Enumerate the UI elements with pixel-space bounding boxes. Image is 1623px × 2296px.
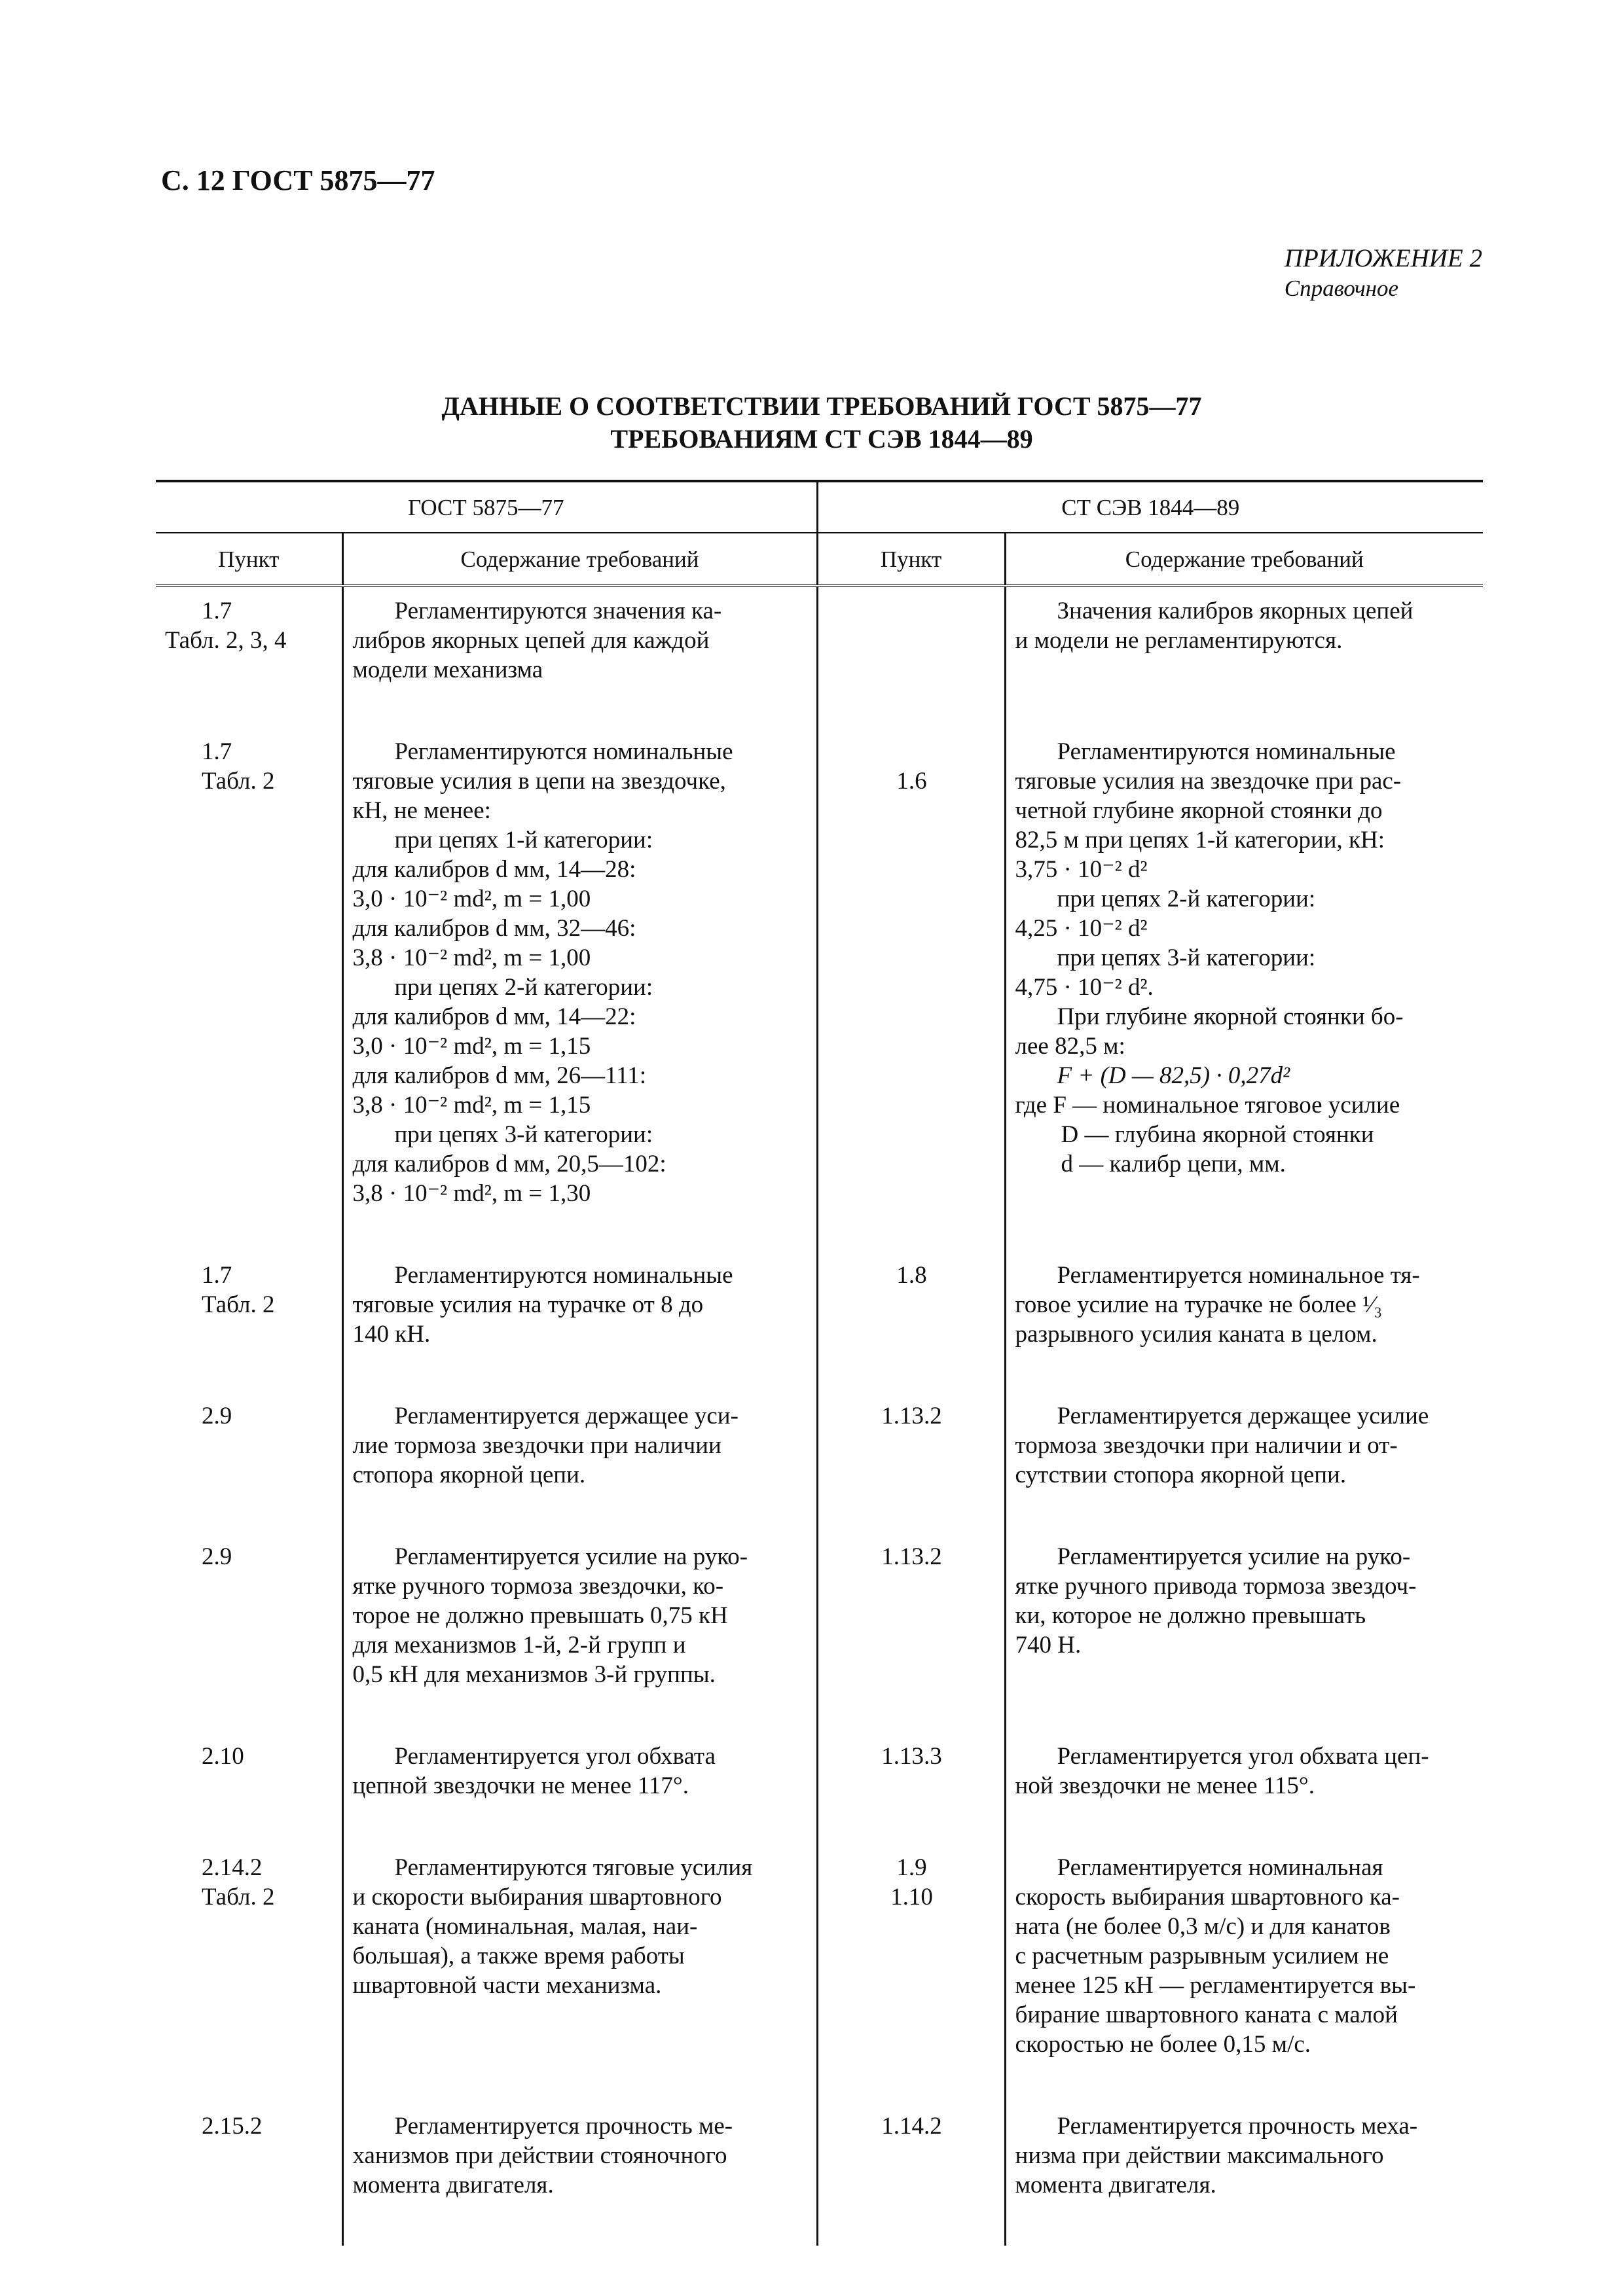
group-header-sev: СТ СЭВ 1844—89 [817,481,1483,533]
text-line: 4,75 · 10⁻² d². [1015,974,1154,1001]
page-header: С. 12 ГОСТ 5875—77 [161,164,435,196]
table-row [156,1732,1483,1844]
text-line: Регламентируются значения ка- [394,598,722,624]
text-line: 3,0 · 10⁻² md², m = 1,15 [352,1033,591,1060]
text-line: ной звездочки не менее 115°. [1015,1772,1315,1799]
text-line: 3,8 · 10⁻² md², m = 1,00 [352,944,591,971]
text-line: четной глубине якорной стоянки до [1015,797,1383,824]
point-line: 2.10 [202,1743,244,1770]
point-line: 1.9 [896,1854,927,1881]
text-line: ханизмов при действии стояночного [352,2142,727,2169]
sev-point-cell [817,728,1005,1251]
point-line: 2.9 [202,1403,232,1429]
text-line: менее 125 кН — регламентируется вы- [1015,1972,1416,1999]
text-line: ятке ручного привода тормоза звездоч- [1015,1573,1417,1600]
text-line: либров якорных цепей для каждой [352,627,710,654]
sev-text-cell [1005,1251,1483,1392]
point-line: 1.13.2 [881,1543,942,1570]
text-line: 3,75 · 10⁻² d² [1015,856,1148,883]
point-line: 1.7 [202,1262,232,1289]
table-row [156,1392,1483,1533]
appendix-subtitle: Справочное [1284,276,1399,301]
text-line: D — глубина якорной стоянки [1061,1121,1374,1148]
text-line: 4,25 · 10⁻² d² [1015,915,1148,942]
gost-point-cell [156,1251,342,1392]
point-line: 2.14.2 [202,1854,263,1881]
point-line: 1.13.2 [881,1403,942,1429]
text-line: момента двигателя. [1015,2172,1216,2198]
column-header-sev-content: Содержание требований [1005,533,1483,586]
point-line: 2.15.2 [202,2113,263,2140]
point-line: 1.7 [202,598,232,624]
gost-text-cell [342,586,817,728]
sev-point-cell [817,1732,1005,1844]
sev-text-cell [1005,586,1483,728]
text-line: разрывного усилия каната в целом. [1015,1321,1377,1348]
group-header-gost: ГОСТ 5875—77 [156,481,817,533]
point-line: 1.8 [896,1262,927,1289]
gost-text-cell [342,1392,817,1533]
text-line: для калибров d мм, 20,5—102: [352,1151,666,1177]
text-line: скорость выбирания швартовного ка- [1015,1884,1400,1910]
table-row [156,1533,1483,1732]
point-line: 1.10 [890,1884,933,1910]
text-line: большая), а также время работы [352,1943,685,1969]
sev-point-cell [817,1251,1005,1392]
sev-text-cell [1005,1844,1483,2102]
gost-text-cell [342,1844,817,2102]
table-row [156,728,1483,1251]
text-line: стопора якорной цепи. [352,1462,586,1488]
point-line: 1.7 [202,738,232,765]
text-line: для калибров d мм, 14—28: [352,856,636,883]
text-line: 0,5 кН для механизмов 3-й группы. [352,1661,716,1688]
comparison-table [156,480,1483,2246]
sev-text-cell [1005,1392,1483,1533]
text-line: Регламентируется номинальная [1057,1854,1383,1881]
table-row [156,2102,1483,2246]
point-line: Табл. 2 [202,1291,275,1318]
sev-point-cell [817,1844,1005,2102]
gost-point-cell [156,728,342,1251]
text-line: Регламентируются номинальные [394,738,733,765]
text-line: швартовной части механизма. [352,1972,662,1999]
point-line: 1.14.2 [881,2113,942,2140]
text-line: говое усилие на турачке не более ¹⁄₃ [1015,1291,1383,1318]
text-line: Регламентируется усилие на руко- [1057,1543,1411,1570]
sev-text-cell [1005,728,1483,1251]
gost-point-cell [156,1844,342,2102]
sev-point-cell [817,586,1005,728]
formula-line: F + (D — 82,5) · 0,27d² [1057,1062,1290,1089]
point-line: Табл. 2 [202,768,275,795]
text-line: момента двигателя. [352,2172,554,2198]
sev-text-cell [1005,1732,1483,1844]
text-line: при цепях 2-й категории: [1057,886,1316,912]
text-line: Регламентируется прочность ме- [394,2113,733,2140]
gost-point-cell [156,1392,342,1533]
text-line: 140 кН. [352,1321,431,1348]
text-line: тормоза звездочки при наличии и от- [1015,1432,1398,1459]
gost-text-cell [342,1251,817,1392]
text-line: Регламентируется прочность меха- [1057,2113,1418,2140]
text-line: Регламентируется держащее усилие [1057,1403,1429,1429]
sev-point-cell [817,2102,1005,2246]
appendix-label [1285,243,1482,302]
text-line: тяговые усилия на турачке от 8 до [352,1291,704,1318]
sev-text-cell [1005,2102,1483,2246]
text-line: кН, не менее: [352,797,491,824]
text-line: 740 Н. [1015,1632,1082,1659]
gost-point-cell [156,586,342,728]
gost-point-cell [156,1732,342,1844]
table-row [156,586,1483,728]
text-line: ната (не более 0,3 м/с) и для канатов [1015,1913,1391,1940]
point-line: 2.9 [202,1543,232,1570]
text-line: скоростью не более 0,15 м/с. [1015,2031,1311,2058]
text-line: для калибров d мм, 14—22: [352,1003,636,1030]
text-line: При глубине якорной стоянки бо- [1057,1003,1404,1030]
text-line: Регламентируется номинальное тя- [1057,1262,1420,1289]
text-line: Регламентируется держащее уси- [394,1403,739,1429]
gost-point-cell [156,1533,342,1732]
text-line: 3,8 · 10⁻² md², m = 1,30 [352,1180,591,1207]
column-header-gost-point: Пункт [156,533,342,586]
sev-point-cell [817,1533,1005,1732]
column-header-sev-point: Пункт [817,533,1005,586]
point-line: 1.13.3 [881,1743,942,1770]
point-line: Табл. 2, 3, 4 [165,627,287,654]
text-line: бирание швартовного каната с малой [1015,2001,1398,2028]
text-line: модели механизма [352,656,543,683]
point-line [828,737,996,766]
table-row [156,1844,1483,2102]
text-line: тяговые усилия в цепи на звездочке, [352,768,726,795]
text-line: каната (номинальная, малая, наи- [352,1913,698,1940]
gost-text-cell [342,1533,817,1732]
text-line: лее 82,5 м: [1015,1033,1125,1060]
text-line: Регламентируется угол обхвата [394,1743,716,1770]
text-line: 82,5 м при цепях 1-й категории, кН: [1015,827,1385,853]
sev-text-cell [1005,1533,1483,1732]
text-line: ятке ручного тормоза звездочки, ко- [352,1573,724,1600]
gost-text-cell [342,728,817,1251]
text-line: 3,8 · 10⁻² md², m = 1,15 [352,1092,591,1119]
text-line: Регламентируются тяговые усилия [394,1854,753,1881]
document-title-line-1: ДАННЫЕ О СООТВЕТСТВИИ ТРЕБОВАНИЙ ГОСТ 5875—77 [441,391,1202,421]
text-line: Регламентируются номинальные [394,1262,733,1289]
text-line: и модели не регламентируются. [1015,627,1343,654]
text-line: сутствии стопора якорной цепи. [1015,1462,1347,1488]
text-line: для калибров d мм, 26—111: [352,1062,647,1089]
text-line: с расчетным разрывным усилием не [1015,1943,1389,1969]
text-line: где F — номинальное тяговое усилие [1015,1092,1400,1119]
text-line: 3,0 · 10⁻² md², m = 1,00 [352,886,591,912]
text-line: и скорости выбирания швартовного [352,1884,722,1910]
text-line: торое не должно превышать 0,75 кН [352,1602,728,1629]
text-line: для калибров d мм, 32—46: [352,915,636,942]
text-line: лие тормоза звездочки при наличии [352,1432,721,1459]
text-line: при цепях 1-й категории: [394,827,653,853]
text-line: ки, которое не должно превышать [1015,1602,1366,1629]
text-line: цепной звездочки не менее 117°. [352,1772,689,1799]
point-line: 1.6 [896,768,927,795]
text-line: при цепях 3-й категории: [394,1121,653,1148]
text-line: Регламентируются номинальные [1057,738,1396,765]
gost-text-cell [342,2102,817,2246]
gost-point-cell [156,2102,342,2246]
text-line: для механизмов 1-й, 2-й групп и [352,1632,686,1659]
text-line: при цепях 2-й категории: [394,974,653,1001]
text-line: Регламентируется угол обхвата цеп- [1057,1743,1429,1770]
table-row [156,1251,1483,1392]
gost-text-cell [342,1732,817,1844]
document-title-line-2: ТРЕБОВАНИЯМ СТ СЭВ 1844—89 [610,424,1033,454]
text-line: при цепях 3-й категории: [1057,944,1316,971]
text-line: тяговые усилия на звездочке при рас- [1015,768,1402,795]
text-line: Регламентируется усилие на руко- [394,1543,748,1570]
appendix-title: ПРИЛОЖЕНИЕ 2 [1284,244,1482,272]
text-line: низма при действии максимального [1015,2142,1384,2169]
column-header-gost-content: Содержание требований [342,533,817,586]
text-line: d — калибр цепи, мм. [1061,1151,1286,1177]
text-line: Значения калибров якорных цепей [1057,598,1413,624]
sev-point-cell [817,1392,1005,1533]
point-line: Табл. 2 [202,1884,275,1910]
document-title [151,390,1493,456]
